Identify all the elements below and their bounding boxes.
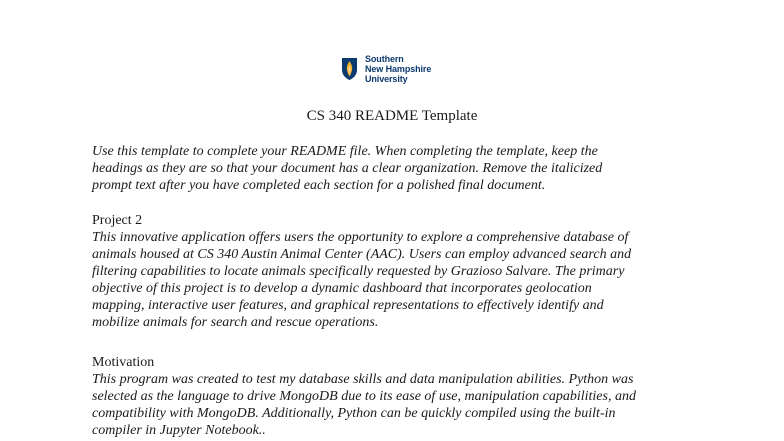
motivation-line: compiler in Jupyter Notebook..: [92, 423, 266, 438]
intro-line: prompt text after you have completed each section for a polished final document.: [92, 178, 546, 193]
motivation-line: This program was created to test my database skills and data manipulation abilities. Python was: [92, 372, 634, 387]
intro-line: headings as they are so that your document has a clear organization. Remove the italicized: [92, 161, 603, 176]
motivation-section: [92, 354, 702, 439]
motivation-line: selected as the language to drive MongoDB due to its ease of use, manipulation capabilities, and: [92, 389, 636, 404]
project-line: mapping, interactive user features, and graphical representations to effectively identify and: [92, 298, 604, 313]
logo-line-3: University: [365, 74, 408, 84]
intro-paragraph: [92, 143, 702, 194]
shield-icon: [341, 57, 358, 81]
logo-line-2: New Hampshire: [365, 64, 432, 74]
project-line: animals housed at CS 340 Austin Animal Center (AAC). Users can employ advanced search and: [92, 247, 632, 262]
logo-line-1: Southern: [365, 54, 404, 64]
project-line: filtering capabilities to locate animals specifically requested by Grazioso Salvare. The primary: [92, 264, 625, 279]
project-line: objective of this project is to develop a dynamic dashboard that incorporates geolocation: [92, 281, 592, 296]
project-description: [92, 229, 702, 331]
project-section: [92, 212, 702, 331]
section-heading-motivation: Motivation: [92, 355, 155, 370]
document-title: CS 340 README Template: [306, 108, 478, 124]
project-line: This innovative application offers users the opportunity to explore a comprehensive database of: [92, 230, 629, 245]
university-logo: [341, 54, 431, 84]
section-heading-project: Project 2: [92, 213, 143, 228]
motivation-line: compatibility with MongoDB. Additionally, Python can be quickly compiled using the built-in: [92, 406, 616, 421]
motivation-description: [92, 371, 702, 439]
logo-wordmark: [365, 54, 431, 84]
project-line: mobilize animals for search and rescue operations.: [92, 315, 379, 330]
intro-line: Use this template to complete your README file. When completing the template, keep the: [92, 144, 598, 159]
